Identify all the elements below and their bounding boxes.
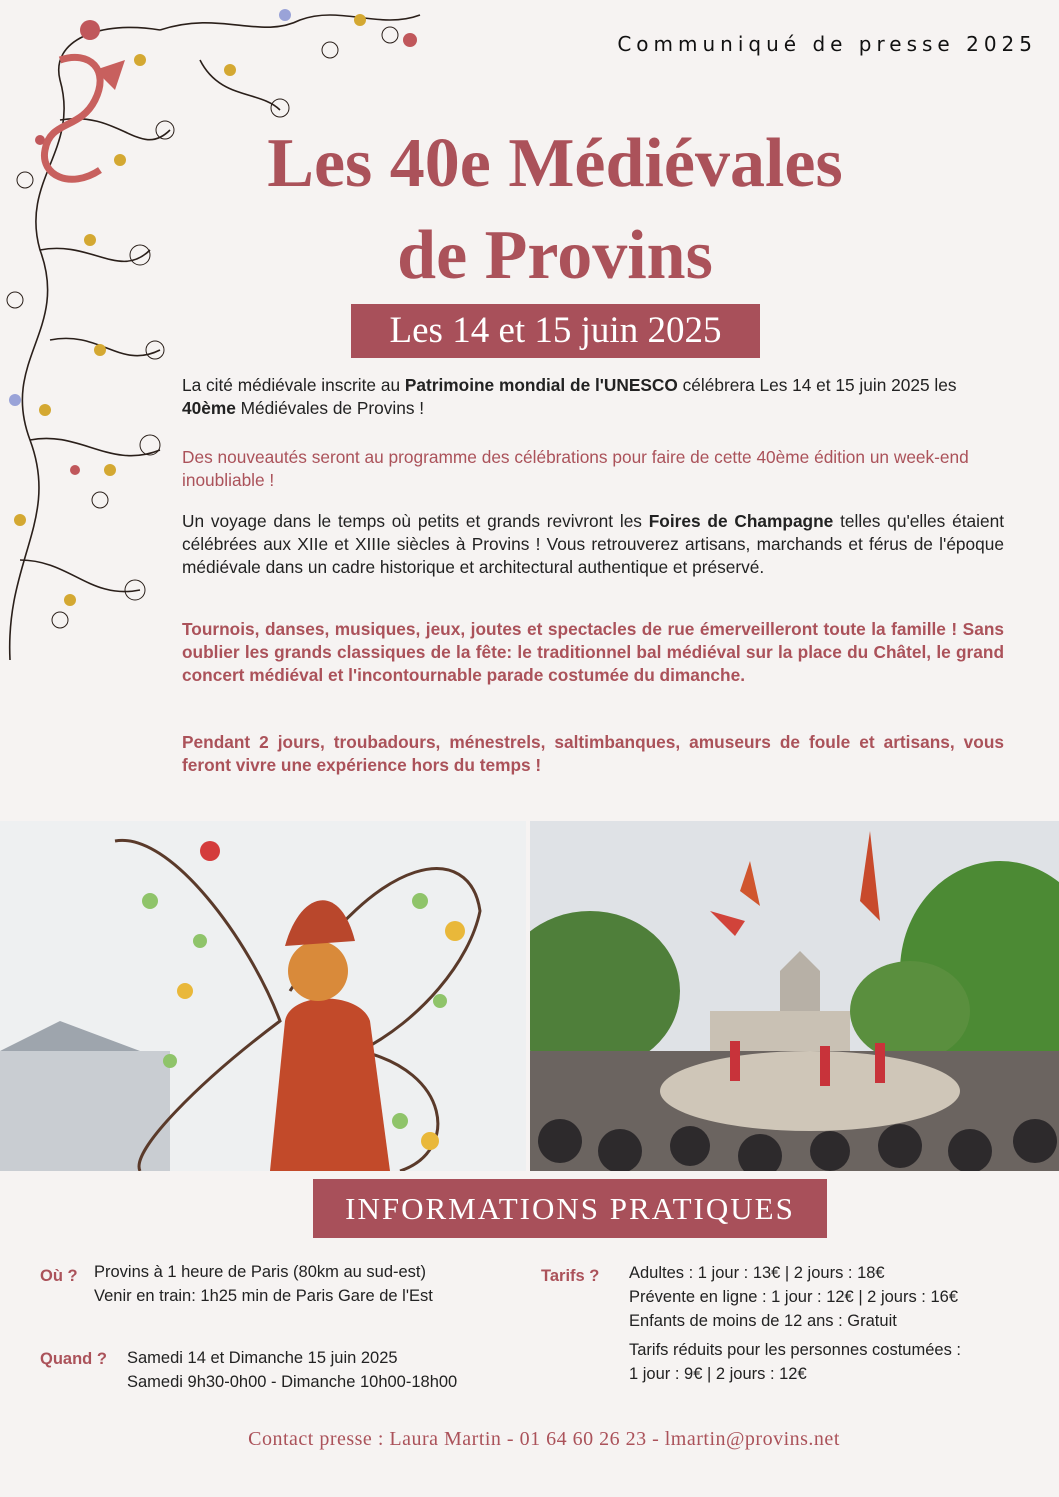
where-line-2: Venir en train: 1h25 min de Paris Gare de l'Est <box>94 1287 433 1305</box>
where-label: Où ? <box>40 1267 78 1285</box>
when-text <box>127 1346 457 1394</box>
press-contact: Contact presse : Laura Martin - 01 64 60 26 23 - lmartin@provins.net <box>248 1428 840 1450</box>
intro-text-unesco: Patrimoine mondial de l'UNESCO <box>404 375 678 395</box>
reduced-price-values: 1 jour : 9€ | 2 jours : 12€ <box>629 1365 807 1383</box>
intro-text-edition: 40ème <box>182 398 236 418</box>
reduced-price-label: Tarifs réduits pour les personnes costumées : <box>629 1341 961 1359</box>
intro-text-a: La cité médiévale inscrite au <box>182 375 405 395</box>
date-banner: Les 14 et 15 juin 2025 <box>351 304 760 358</box>
press-release-label: Communiqué de presse 2025 <box>617 32 1037 56</box>
title-line-2: de Provins <box>397 217 713 294</box>
journey-text-foires: Foires de Champagne <box>648 511 834 531</box>
news-paragraph: Des nouveautés seront au programme des célébrations pour faire de cette 40ème édition un week-end inoubliable ! <box>182 447 969 490</box>
price-children: Enfants de moins de 12 ans : Gratuit <box>629 1312 897 1330</box>
prices-label: Tarifs ? <box>541 1267 600 1285</box>
page-title <box>200 118 910 302</box>
when-line-1: Samedi 14 et Dimanche 15 juin 2025 <box>127 1349 398 1367</box>
intro-paragraph <box>182 374 1004 420</box>
price-adults: Adultes : 1 jour : 13€ | 2 jours : 18€ <box>629 1264 885 1282</box>
journey-text-a: Un voyage dans le temps où petits et grands revivront les <box>182 511 649 531</box>
intro-text-c: célébrera Les 14 et 15 juin 2025 les <box>677 375 957 395</box>
when-line-2: Samedi 9h30-0h00 - Dimanche 10h00-18h00 <box>127 1373 458 1391</box>
journey-paragraph <box>182 510 1004 579</box>
title-line-1: Les 40e Médiévales <box>267 125 843 202</box>
reduced-prices-text <box>629 1338 961 1386</box>
where-line-1: Provins à 1 heure de Paris (80km au sud-est) <box>94 1263 426 1281</box>
where-text <box>94 1260 433 1308</box>
journey-text-c: telles qu'elles étaient célébrées aux XIIe et XIIIe siècles à Provins ! Vous retrouverez artisans, marchands et férus de l'époque médiévale dans un cadre historique et architectural authentique et préservé. <box>182 511 1004 577</box>
prices-text <box>629 1261 958 1333</box>
price-presale: Prévente en ligne : 1 jour : 12€ | 2 jours : 16€ <box>629 1288 958 1306</box>
when-label: Quand ? <box>40 1350 107 1368</box>
practical-info-banner: INFORMATIONS PRATIQUES <box>313 1179 827 1238</box>
costumed-performer-photo <box>0 821 526 1171</box>
medieval-parade-crowd-photo <box>530 821 1059 1171</box>
activities-paragraph: Tournois, danses, musiques, jeux, joutes et spectacles de rue émerveilleront toute la famille ! Sans oublier les grands classiques de la fête: le traditionnel bal médiéval sur la place du Châtel, le grand concert médiéval et l'incontournable parade costumée du dimanche. <box>182 619 1004 685</box>
intro-text-e: Médiévales de Provins ! <box>235 398 425 418</box>
experience-paragraph: Pendant 2 jours, troubadours, ménestrels, saltimbanques, amuseurs de foule et artisans, vous feront vivre une expérience hors du temps ! <box>182 732 1004 775</box>
